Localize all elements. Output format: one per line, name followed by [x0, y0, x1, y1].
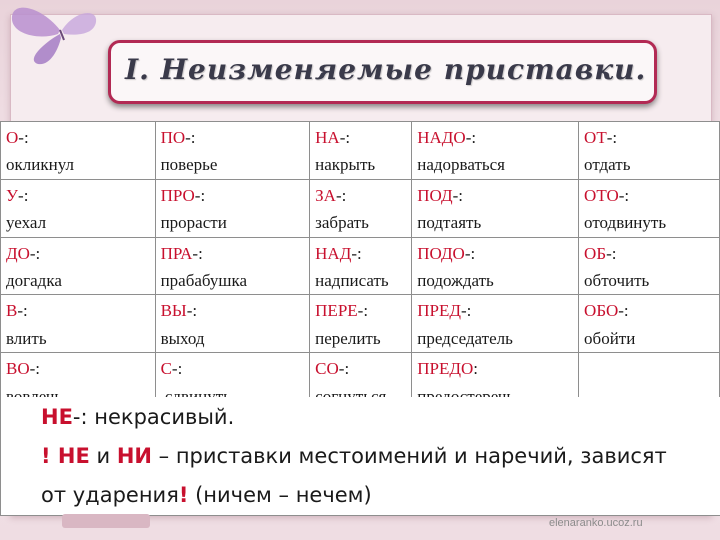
example-word: накрыть [315, 155, 376, 175]
prefix-suffix: -: [185, 128, 196, 147]
prefix-suffix: -: [357, 301, 369, 321]
prefix-label: ОТО [584, 185, 619, 205]
prefix-suffix: -: [171, 359, 183, 379]
table-cell [1, 122, 156, 180]
prefix-entry [417, 182, 578, 209]
table-cell [579, 295, 720, 353]
prefix-entry [6, 240, 155, 267]
prefix-suffix: -: [194, 185, 206, 205]
note-example: -: некрасивый. [72, 405, 235, 429]
prefix-suffix: -: [186, 301, 198, 321]
table-row [1, 122, 720, 180]
prefix-label: ОТ [584, 128, 607, 147]
prefix-suffix: -: [351, 243, 362, 263]
table-cell [310, 179, 412, 237]
note-line-1 [41, 405, 234, 429]
note-rule-text: – приставки местоимений и наречий, зависят [151, 444, 667, 468]
example-word: прабабушка [160, 271, 248, 291]
example-word: догадка [6, 271, 62, 291]
prefix-entry [161, 124, 310, 151]
example-word: выход [160, 328, 205, 348]
prefix-label: ОБО [584, 301, 619, 321]
prefix-entry [161, 240, 310, 267]
note-examples: (ничем – нечем) [188, 483, 372, 507]
table-cell [1, 237, 156, 295]
prefix-entry [315, 297, 411, 324]
example-word: председатель [417, 328, 513, 348]
prefix-label: ПРЕДО [417, 359, 474, 379]
prefix-suffix: -: [460, 301, 472, 321]
note-and: и [89, 444, 117, 468]
prefix-suffix: -: [192, 243, 203, 263]
example-word: забрать [315, 213, 369, 233]
title-box [108, 40, 657, 104]
prefix-entry [315, 355, 411, 382]
empty-line [584, 355, 719, 382]
watermark: elenaranko.ucoz.ru [549, 517, 643, 529]
note-line-3 [41, 483, 372, 507]
prefix-suffix: -: [29, 359, 41, 379]
prefix-suffix: -: [18, 185, 29, 205]
prefix-suffix: -: [17, 301, 28, 321]
prefix-suffix: -: [29, 243, 41, 263]
table-row [1, 179, 720, 237]
example-word: отодвинуть [584, 213, 667, 233]
decorative-ribbon [62, 514, 150, 528]
prefix-label: СО [315, 359, 339, 379]
example-word: поверье [160, 155, 218, 175]
prefix-suffix: -: [338, 359, 350, 379]
prefix-entry [584, 240, 719, 267]
table-cell [579, 237, 720, 295]
note-stress: от ударения [41, 483, 179, 507]
prefix-label: ПРЕД [417, 301, 461, 321]
example-word: надорваться [417, 155, 505, 175]
butterfly-icon [0, 0, 110, 70]
prefix-label: ПРО [160, 185, 195, 205]
prefix-label: ДО [6, 243, 30, 263]
table-cell [412, 295, 579, 353]
page-title: I. Неизменяемые приставки. [125, 53, 647, 86]
prefix-entry [584, 182, 719, 209]
example-word: уехал [6, 213, 47, 233]
example-word: подтаять [417, 213, 482, 233]
table-cell [412, 237, 579, 295]
prefix-entry [161, 182, 310, 209]
prefix-label: С [160, 359, 172, 379]
prefix-entry [6, 182, 155, 209]
prefix-entry [417, 297, 578, 324]
prefix-suffix: : [473, 359, 478, 379]
table-cell [1, 295, 156, 353]
example-word: перелить [315, 328, 381, 348]
table-cell [412, 122, 579, 180]
example-word: подождать [417, 271, 494, 291]
note-line-2 [41, 444, 667, 468]
note-panel [0, 397, 720, 516]
prefix-label: ВО [6, 359, 30, 379]
prefix-suffix: -: [335, 185, 347, 205]
table-cell [1, 179, 156, 237]
note-ne-mark: ! НЕ [41, 444, 90, 468]
prefix-label: О [6, 128, 19, 147]
table-cell [579, 122, 720, 180]
prefix-entry [161, 355, 310, 382]
note-prefix-ne: НЕ [41, 405, 73, 429]
prefix-entry [315, 240, 411, 267]
table-cell [310, 237, 412, 295]
table-cell [155, 295, 310, 353]
example-word: обточить [584, 271, 650, 291]
table-cell [155, 122, 310, 180]
table-cell [310, 295, 412, 353]
prefix-label: ПЕРЕ [315, 301, 358, 321]
example-word: обойти [584, 328, 636, 348]
prefix-label: ПОД [417, 185, 453, 205]
prefix-label: В [6, 301, 18, 321]
prefix-entry [584, 124, 719, 151]
prefix-entry [6, 124, 155, 151]
prefix-suffix: -: [606, 128, 618, 147]
prefix-entry [584, 297, 719, 324]
table-cell [155, 179, 310, 237]
prefix-label: ПО [160, 128, 186, 147]
table-cell [579, 179, 720, 237]
example-word: прорасти [160, 213, 227, 233]
note-exclamation: ! [178, 483, 189, 507]
prefix-suffix: -: [18, 128, 29, 147]
table-row [1, 295, 720, 353]
table-cell [310, 122, 412, 180]
prefix-suffix: -: [618, 185, 630, 205]
prefix-label: ПОДО [417, 243, 465, 263]
prefix-label: ОБ [584, 243, 607, 263]
prefix-label: НАД [315, 243, 352, 263]
prefix-entry [315, 124, 411, 151]
prefix-suffix: -: [339, 128, 351, 147]
example-word: влить [6, 328, 47, 348]
prefix-entry [417, 355, 578, 382]
prefix-entry [6, 355, 155, 382]
prefix-entry [315, 182, 411, 209]
prefix-suffix: -: [465, 128, 477, 147]
table-row [1, 237, 720, 295]
example-word: окликнул [6, 155, 74, 175]
prefix-suffix: -: [464, 243, 476, 263]
table-cell [412, 179, 579, 237]
note-ni: НИ [116, 444, 152, 468]
prefix-suffix: -: [618, 301, 629, 321]
table-cell [155, 237, 310, 295]
prefix-entry [6, 297, 155, 324]
prefix-suffix: -: [452, 185, 463, 205]
prefix-entry [161, 297, 310, 324]
prefix-suffix: -: [606, 243, 617, 263]
prefix-entry [417, 124, 578, 151]
prefix-label: У [6, 185, 19, 205]
prefix-label: НА [315, 128, 340, 147]
prefix-label: ПРА [160, 243, 193, 263]
prefix-table [0, 121, 720, 411]
example-word: надписать [315, 271, 389, 291]
prefix-entry [417, 240, 578, 267]
prefix-label: НАДО [417, 128, 466, 147]
prefix-label: ЗА [315, 185, 336, 205]
example-word: отдать [584, 155, 631, 175]
prefix-label: ВЫ [160, 301, 187, 321]
